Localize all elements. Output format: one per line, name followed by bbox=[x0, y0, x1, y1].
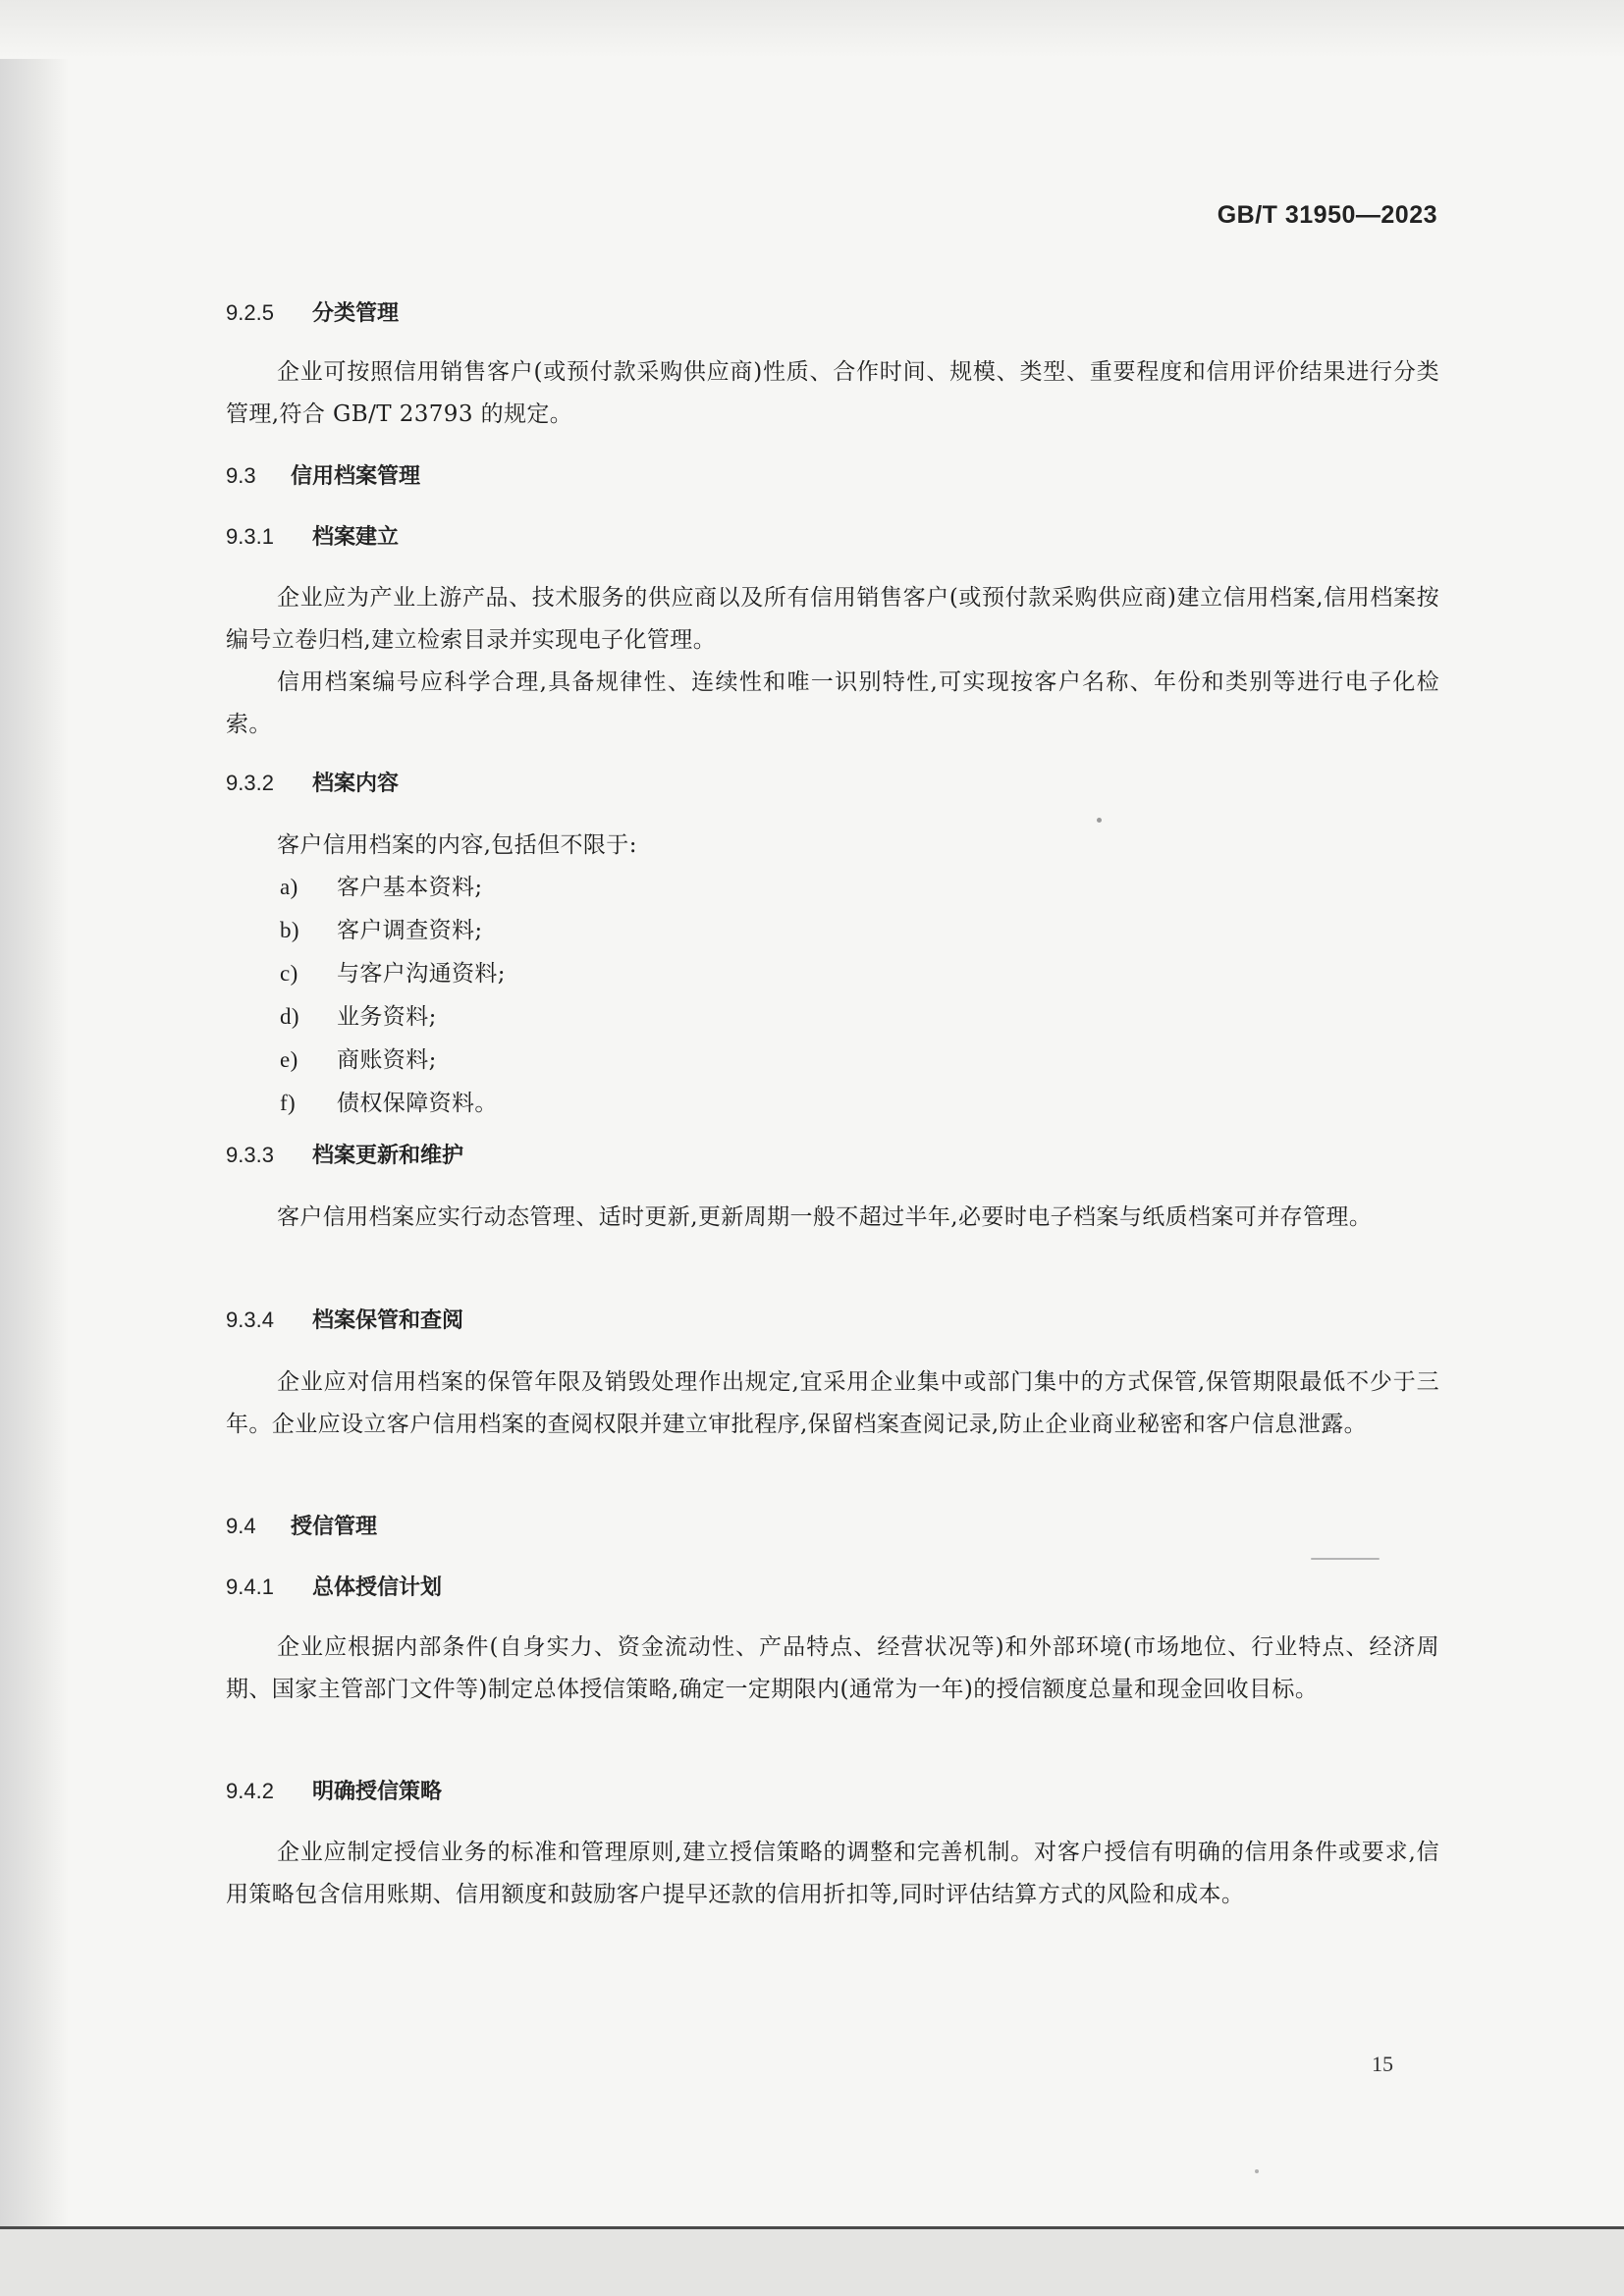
scan-bottom-margin bbox=[0, 2229, 1624, 2296]
section-number: 9.4.1 bbox=[226, 1575, 274, 1599]
heading-9-3-3 bbox=[226, 1139, 463, 1169]
list-item bbox=[280, 995, 506, 1039]
scan-top-shadow bbox=[0, 0, 1624, 59]
paragraph-9-3-1-b: 信用档案编号应科学合理,具备规律性、连续性和唯一识别特性,可实现按客户名称、年份和类别等进行电子化检索。 bbox=[226, 669, 1439, 737]
scan-mark bbox=[1311, 1558, 1380, 1560]
scan-left-shadow bbox=[0, 0, 69, 2296]
section-number: 9.4.2 bbox=[226, 1779, 274, 1803]
list-item bbox=[280, 952, 506, 995]
paragraph-9-3-1-a: 企业应为产业上游产品、技术服务的供应商以及所有信用销售客户(或预付款采购供应商)建立信用档案,信用档案按编号立卷归档,建立检索目录并实现电子化管理。 bbox=[226, 585, 1439, 653]
heading-9-3-2 bbox=[226, 767, 399, 797]
heading-9-3-4 bbox=[226, 1304, 463, 1334]
section-number: 9.4 bbox=[226, 1514, 256, 1538]
list-text: 客户基本资料; bbox=[337, 875, 483, 900]
list-mark: c) bbox=[280, 961, 298, 986]
section-number: 9.3.3 bbox=[226, 1143, 274, 1167]
section-title: 授信管理 bbox=[291, 1515, 378, 1539]
paragraph-9-3-3: 客户信用档案应实行动态管理、适时更新,更新周期一般不超过半年,必要时电子档案与纸质档案可并存管理。 bbox=[277, 1204, 1373, 1230]
heading-9-4-1 bbox=[226, 1571, 442, 1601]
list-mark: d) bbox=[280, 1004, 299, 1029]
section-number: 9.3.4 bbox=[226, 1308, 274, 1332]
section-number: 9.3.1 bbox=[226, 524, 274, 549]
paragraph-9-3-4: 企业应对信用档案的保管年限及销毁处理作出规定,宜采用企业集中或部门集中的方式保管,保管期限最低不少于三年。企业应设立客户信用档案的查阅权限并建立审批程序,保留档案查阅记录,防止企业商业秘密和客户信息泄露。 bbox=[226, 1369, 1439, 1437]
section-title: 档案更新和维护 bbox=[312, 1144, 464, 1168]
section-number: 9.3.2 bbox=[226, 771, 274, 795]
list-text: 客户调查资料; bbox=[337, 918, 483, 943]
paragraph-9-4-1: 企业应根据内部条件(自身实力、资金流动性、产品特点、经营状况等)和外部环境(市场地位、行业特点、经济周期、国家主管部门文件等)制定总体授信策略,确定一定期限内(通常为一年)的授信额度总量和现金回收目标。 bbox=[226, 1634, 1439, 1702]
list-mark: e) bbox=[280, 1047, 298, 1072]
heading-9-3 bbox=[226, 459, 420, 490]
heading-9-4-2 bbox=[226, 1775, 442, 1805]
section-number: 9.3 bbox=[226, 463, 256, 488]
scan-speck bbox=[1097, 818, 1102, 823]
heading-9-4 bbox=[226, 1510, 377, 1540]
section-title: 明确授信策略 bbox=[312, 1780, 443, 1804]
section-title: 档案内容 bbox=[312, 772, 400, 796]
list-text: 债权保障资料。 bbox=[337, 1091, 498, 1116]
section-title: 总体授信计划 bbox=[312, 1575, 443, 1600]
document-code: GB/T 31950—2023 bbox=[1217, 201, 1437, 229]
scan-speck bbox=[1255, 2169, 1259, 2173]
list-item bbox=[280, 1082, 506, 1125]
content-list bbox=[280, 866, 506, 1125]
list-text: 与客户沟通资料; bbox=[337, 961, 506, 987]
heading-9-2-5 bbox=[226, 296, 399, 327]
paragraph-9-2-5: 企业可按照信用销售客户(或预付款采购供应商)性质、合作时间、规模、类型、重要程度和信用评价结果进行分类管理,符合 GB/T 23793 的规定。 bbox=[226, 359, 1439, 427]
paragraph-9-3-2-intro: 客户信用档案的内容,包括但不限于: bbox=[277, 832, 637, 858]
list-item bbox=[280, 909, 506, 952]
list-item bbox=[280, 866, 506, 909]
list-mark: a) bbox=[280, 875, 298, 899]
list-item bbox=[280, 1039, 506, 1082]
paragraph-9-4-2: 企业应制定授信业务的标准和管理原则,建立授信策略的调整和完善机制。对客户授信有明确的信用条件或要求,信用策略包含信用账期、信用额度和鼓励客户提早还款的信用折扣等,同时评估结算方式的风险和成本。 bbox=[226, 1840, 1439, 1907]
heading-9-3-1 bbox=[226, 520, 399, 551]
page-number: 15 bbox=[1372, 2052, 1393, 2076]
list-text: 商账资料; bbox=[337, 1047, 437, 1073]
section-title: 信用档案管理 bbox=[291, 464, 421, 489]
section-title: 档案保管和查阅 bbox=[312, 1308, 464, 1333]
list-mark: f) bbox=[280, 1091, 297, 1115]
section-title: 档案建立 bbox=[312, 525, 400, 550]
section-number: 9.2.5 bbox=[226, 300, 274, 325]
section-title: 分类管理 bbox=[312, 301, 400, 326]
list-mark: b) bbox=[280, 918, 299, 942]
list-text: 业务资料; bbox=[337, 1004, 437, 1030]
